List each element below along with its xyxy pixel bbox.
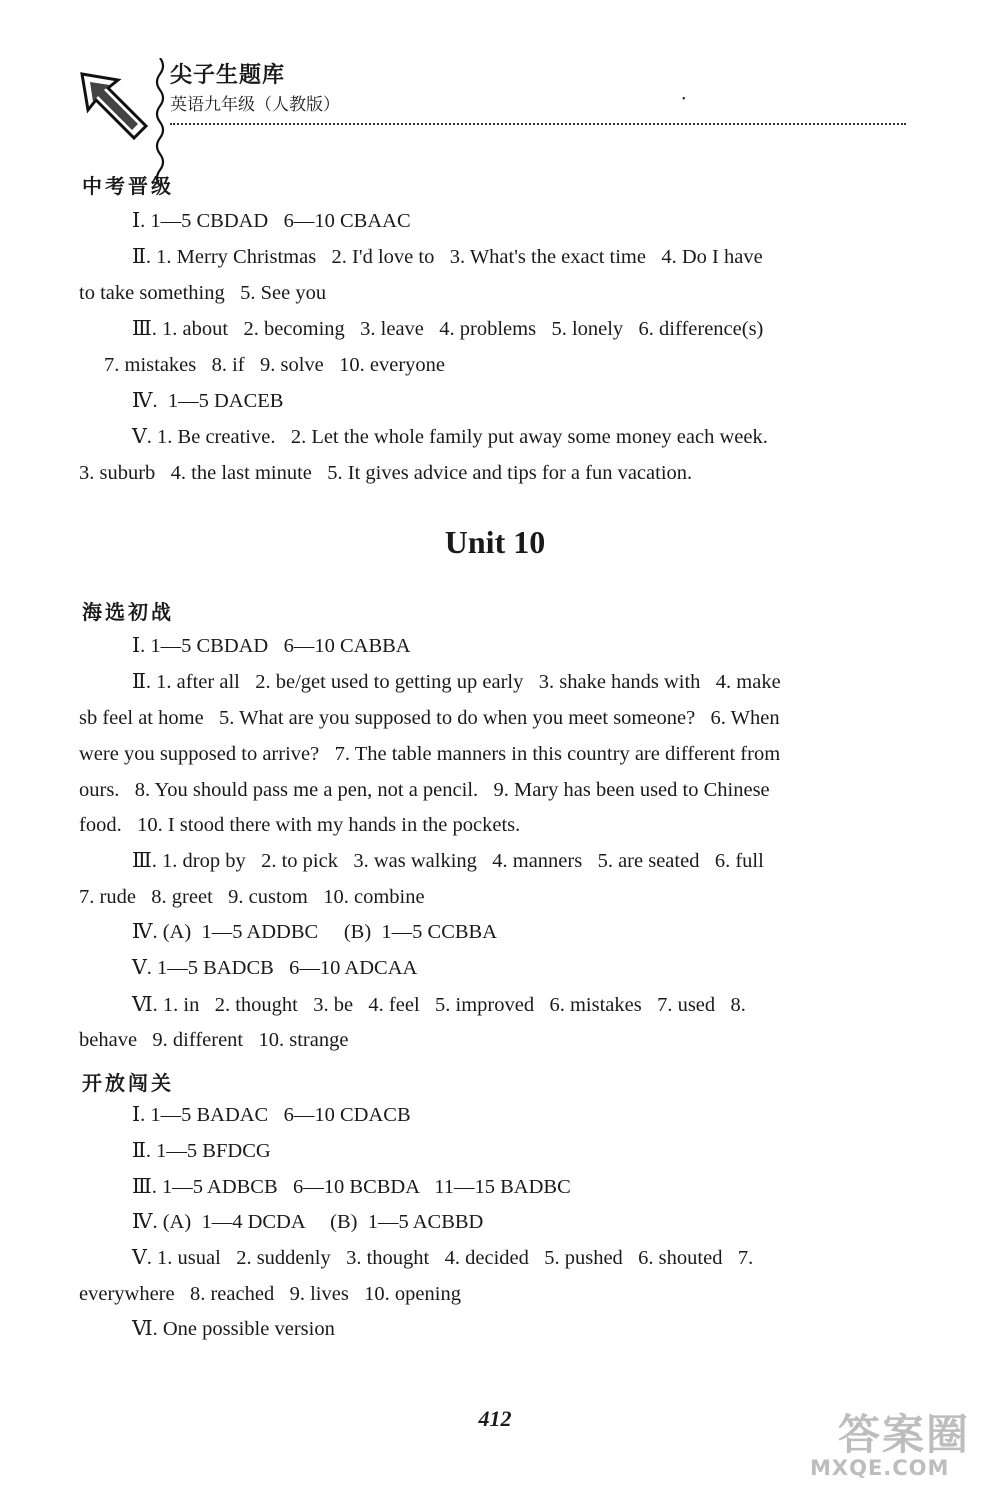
answer-line: Ⅲ. 1—5 ADBCB 6—10 BCBDA 11—15 BADBC bbox=[132, 1176, 571, 1198]
answer-line: Ⅱ. 1. after all 2. be/get used to getting up early 3. shake hands with 4. make bbox=[132, 671, 781, 693]
answer-line: sb feel at home 5. What are you supposed to do when you meet someone? 6. When bbox=[79, 707, 780, 729]
section-heading-kaifang: 开放闯关 bbox=[82, 1071, 174, 1095]
answer-line: were you supposed to arrive? 7. The table manners in this country are different from bbox=[79, 743, 781, 765]
answer-line: ours. 8. You should pass me a pen, not a pencil. 9. Mary has been used to Chinese bbox=[79, 779, 770, 801]
small-dot: • bbox=[682, 94, 686, 105]
answer-line: to take something 5. See you bbox=[79, 282, 327, 304]
section-heading-haixuan: 海选初战 bbox=[82, 600, 174, 624]
answer-line: Ⅰ. 1—5 CBDAD 6—10 CABBA bbox=[132, 635, 411, 657]
answer-line: Ⅱ. 1. Merry Christmas 2. I'd love to 3. What's the exact time 4. Do I have bbox=[132, 246, 763, 268]
answer-line: Ⅲ. 1. drop by 2. to pick 3. was walking 4. manners 5. are seated 6. full bbox=[132, 850, 764, 872]
answer-line: 3. suburb 4. the last minute 5. It gives advice and tips for a fun vacation. bbox=[79, 462, 693, 484]
answer-line: 7. rude 8. greet 9. custom 10. combine bbox=[79, 886, 425, 908]
page-number: 412 bbox=[478, 1406, 512, 1431]
answer-line: Ⅱ. 1—5 BFDCG bbox=[132, 1140, 271, 1162]
answer-line: Ⅵ. 1. in 2. thought 3. be 4. feel 5. improved 6. mistakes 7. used 8. bbox=[132, 994, 746, 1016]
answer-line: 7. mistakes 8. if 9. solve 10. everyone bbox=[104, 354, 446, 376]
site-watermark bbox=[810, 1400, 992, 1484]
watermark-logo-text: 答案圈 bbox=[838, 1410, 971, 1459]
section-heading-zhongkao: 中考晋级 bbox=[82, 174, 174, 198]
book-subtitle: 英语九年级（人教版） bbox=[170, 95, 340, 115]
watermark-url: MXQE.COM bbox=[810, 1456, 950, 1480]
brand-title: 尖子生题库 bbox=[170, 63, 286, 88]
answer-line: Ⅰ. 1—5 BADAC 6—10 CDACB bbox=[132, 1104, 411, 1126]
wavy-divider-icon bbox=[154, 58, 166, 188]
answer-line: food. 10. I stood there with my hands in the pockets. bbox=[79, 814, 521, 836]
unit-title: Unit 10 bbox=[444, 524, 546, 560]
arrow-logo-icon bbox=[78, 70, 150, 142]
answer-line: everywhere 8. reached 9. lives 10. opening bbox=[79, 1283, 461, 1305]
page-header bbox=[78, 50, 908, 145]
answer-line: Ⅰ. 1—5 CBDAD 6—10 CBAAC bbox=[132, 210, 411, 232]
answer-line: Ⅳ. (A) 1—5 ADDBC (B) 1—5 CCBBA bbox=[132, 921, 498, 943]
answer-line: Ⅴ. 1. Be creative. 2. Let the whole family put away some money each week. bbox=[132, 426, 768, 448]
answer-line: Ⅴ. 1. usual 2. suddenly 3. thought 4. decided 5. pushed 6. shouted 7. bbox=[132, 1247, 754, 1269]
answer-line: Ⅴ. 1—5 BADCB 6—10 ADCAA bbox=[132, 957, 418, 979]
answer-line: Ⅳ. (A) 1—4 DCDA (B) 1—5 ACBBD bbox=[132, 1211, 484, 1233]
answer-line: Ⅵ. One possible version bbox=[132, 1318, 335, 1340]
answer-line: behave 9. different 10. strange bbox=[79, 1029, 349, 1051]
answer-line: Ⅳ. 1—5 DACEB bbox=[132, 390, 284, 412]
dotted-rule bbox=[170, 123, 906, 125]
answer-line: Ⅲ. 1. about 2. becoming 3. leave 4. problems 5. lonely 6. difference(s) bbox=[132, 318, 764, 340]
